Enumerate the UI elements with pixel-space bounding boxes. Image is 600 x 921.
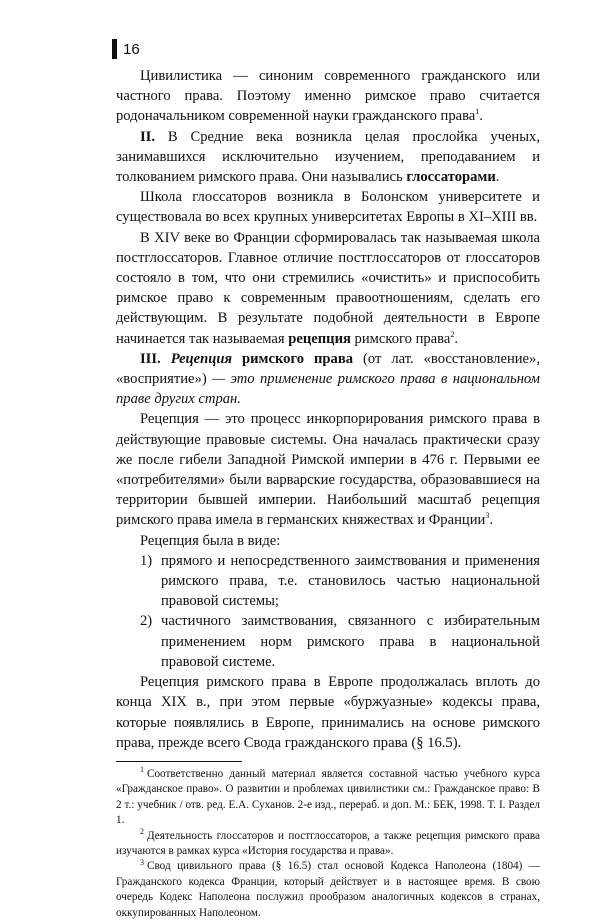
section-heading-iii: III. <box>140 350 161 367</box>
footnote-1: $^1$ Соответственно данный материал является составной частью учебного курса «Гражданское право». О развитии и проблемах цивилистики см.: Гражданское право: В 2 т.: учебник / отв. ред. Е.А. Суханов. 2-е изд., перераб. и доп. М.: БЕК, 1998. Т. I. Раздел 1. <box>116 765 540 827</box>
list-item-1 <box>140 551 540 612</box>
footnote-divider <box>116 761 242 762</box>
footnote-ref-2: 2 <box>450 329 455 339</box>
paragraph-2: II. В Средние века возникла целая прослойка ученых, занимавшихся исключительно изучением, преподаванием и толкованием римского права. Они назывались глоссаторами. <box>116 128 540 186</box>
footnote-ref-3: 3 <box>485 511 490 521</box>
footnote-ref-1: 1 <box>475 107 480 117</box>
paragraph-4: В XIV веке во Франции сформировалась так называемая школа постглоссаторов. Главное отличие постглоссаторов от глоссаторов состояло в том, что они стремились «очистить» и приспособить римское право к современным правоотношениям, сделать его действующим. В результате подобной деятельности в Европе начинается так называемая рецепция римского права$^2$. <box>116 229 540 347</box>
paragraph-3: Школа глоссаторов возникла в Болонском университете и существовала во всех крупных университетах Европы в XI–XIII вв. <box>116 189 540 226</box>
footnote-mark: 3 <box>140 857 144 867</box>
term-reception: рецепция <box>288 330 351 347</box>
term-roman-law: римского права <box>232 350 354 367</box>
page-body <box>116 66 540 921</box>
page-header <box>112 38 140 60</box>
list-text: прямого и непосредственного заимствования и применения римского права, т.е. становилось частью национальной правовой системы; <box>161 552 540 610</box>
footnote-mark: 2 <box>140 826 144 836</box>
definition: — это применение римского права в национальном праве других стран. <box>116 371 540 408</box>
paragraph-5: III. Рецепция римского права (от лат. «восстановление», «восприятие») — это применение римского права в национальном праве других стран. <box>116 350 540 408</box>
term-reception-italic: Рецепция <box>170 350 233 367</box>
paragraph-6: Рецепция — это процесс инкорпорирования римского права в действующие правовые системы. Она началась практически сразу же после гибели Западной Римской империи в 476 г. Первыми ее «потребителями» были варварские государства, образовавшиеся на территории бывшей империи. Наибольший масштаб рецепция римского права имела в германских княжествах и Франции$^3$. <box>116 411 540 529</box>
paragraph-8: Рецепция римского права в Европе продолжалась вплоть до конца XIX в., при этом первые «буржуазные» кодексы права, которые появлялись в Европе, принимались на основе римского права, прежде всего Свода гражданского права (§ 16.5). <box>116 674 540 751</box>
paragraph-1: Цивилистика — синоним современного гражданского или частного права. Поэтому именно римское право считается родоначальником современной науки гражданского права$^1$. <box>116 68 540 125</box>
list-number: 2) <box>140 613 153 630</box>
main-text <box>116 66 540 753</box>
list-number: 1) <box>140 552 153 569</box>
header-bar <box>112 39 117 59</box>
paragraph-7: Рецепция была в виде: <box>140 532 281 549</box>
footnote-mark: 1 <box>140 765 144 775</box>
footnotes <box>116 767 540 921</box>
footnote-2: $^2$ Деятельность глоссаторов и постглоссаторов, а также рецепция римского права изучаются в рамках курса «История государства и права». <box>116 826 540 857</box>
list-item-2 <box>140 611 540 672</box>
list-text: частичного заимствования, связанного с избирательным применением норм римского права в национальной правовой системе. <box>161 613 540 670</box>
section-heading-ii: II. <box>140 128 156 145</box>
term-glossators: глоссаторами <box>406 169 496 186</box>
page-number: 16 <box>123 40 140 58</box>
footnote-3: $^3$ Свод цивильного права (§ 16.5) стал основой Кодекса Наполеона (1804) — Гражданского кодекса Франции, который действует и в настоящее время. В свою очередь Кодекс Наполеона послужил прообразом аналогичных кодексов в странах, оккупированных Наполеоном. <box>116 857 540 919</box>
